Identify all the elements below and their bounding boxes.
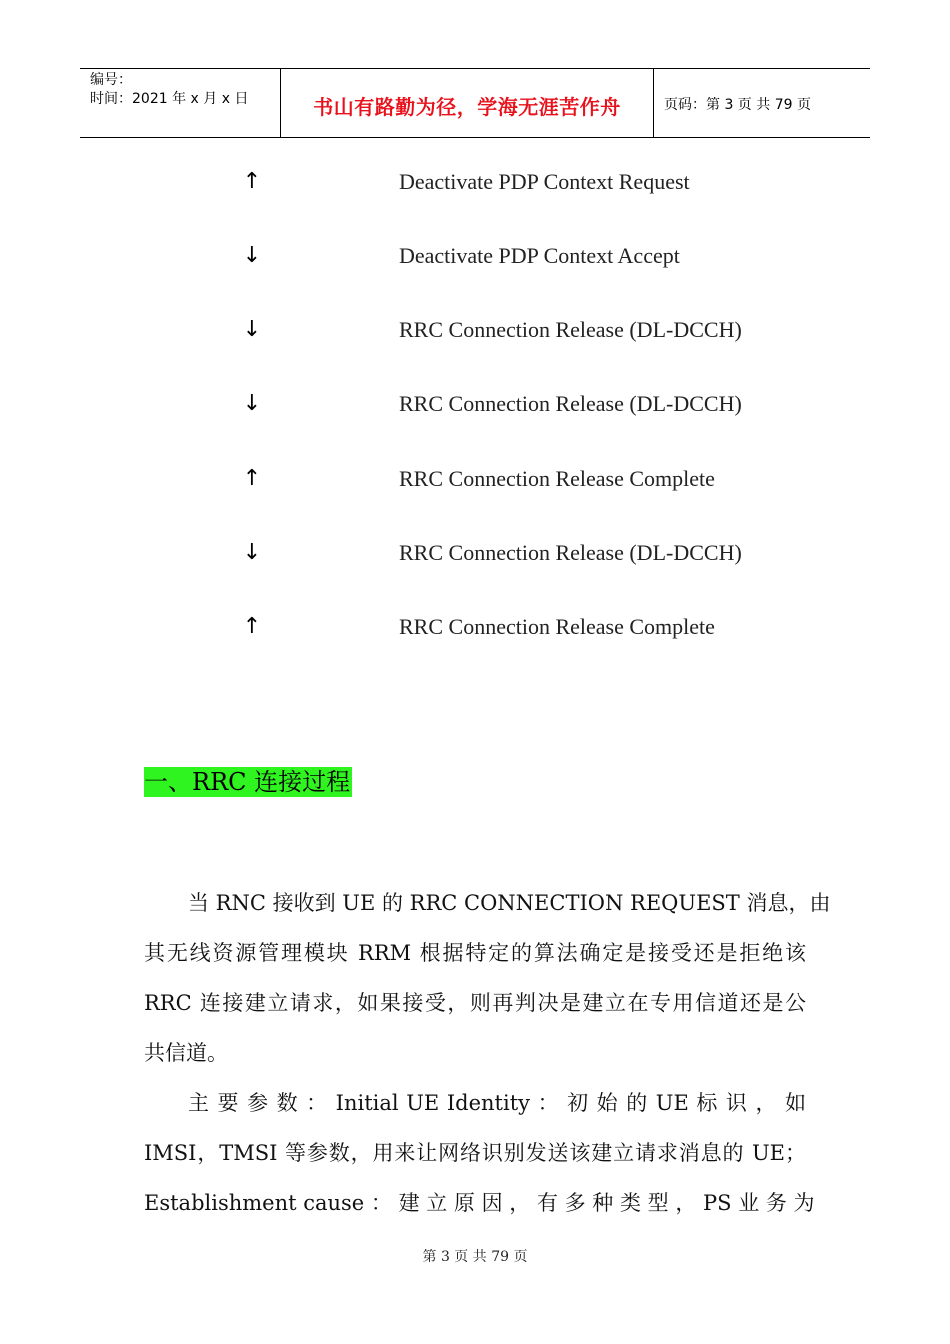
flow-row — [0, 310, 950, 350]
paragraph-line: 当 RNC 接收到 UE 的 RRC CONNECTION REQUEST 消息，由 — [188, 891, 831, 915]
flow-message: RRC Connection Release Complete — [399, 466, 715, 491]
down-arrow-icon: ↓ — [242, 243, 262, 268]
down-arrow-icon: ↓ — [242, 317, 262, 342]
paragraph-line: 其无线资源管理模块 RRM 根据特定的算法确定是接受还是拒绝该 — [144, 941, 806, 965]
down-arrow-icon: ↓ — [242, 540, 262, 565]
paragraph-line: Establishment cause ： 建 立 原 因 ， 有 多 种 类 型 ， PS 业 务 为 — [144, 1191, 815, 1215]
flow-row — [0, 162, 950, 202]
flow-row — [0, 236, 950, 276]
body-paragraph-2 — [144, 1078, 815, 1228]
up-arrow-icon: ↑ — [242, 466, 262, 491]
flow-message: RRC Connection Release (DL-DCCH) — [399, 317, 742, 342]
flow-row — [0, 384, 950, 424]
header-page-info: 页码：第 3 页 共 79 页 — [664, 97, 811, 113]
flow-message: RRC Connection Release (DL-DCCH) — [399, 391, 742, 416]
paragraph-line: 共信道。 — [144, 1041, 228, 1065]
flow-row — [0, 533, 950, 573]
header-meta-cell — [80, 69, 281, 137]
up-arrow-icon: ↑ — [242, 169, 262, 194]
header-motto-cell — [281, 69, 654, 137]
header-motto: 书山有路勤为径，学海无涯苦作舟 — [313, 95, 621, 119]
flow-row — [0, 459, 950, 499]
flow-message: RRC Connection Release Complete — [399, 614, 715, 639]
paragraph-line: IMSI，TMSI 等参数，用来让网络识别发送该建立请求消息的 UE； — [144, 1141, 806, 1165]
document-date-label: 时间：2021 年 x 月 x 日 — [90, 91, 249, 107]
header-page-cell — [654, 69, 870, 137]
page-footer: 第 3 页 共 79 页 — [422, 1249, 528, 1265]
body-paragraph-1 — [144, 878, 831, 1078]
section-heading: 一、RRC 连接过程 — [144, 768, 351, 796]
up-arrow-icon: ↑ — [242, 614, 262, 639]
document-number-label: 编号： — [90, 72, 132, 88]
document-header — [80, 68, 870, 138]
flow-message: Deactivate PDP Context Request — [399, 169, 690, 194]
paragraph-line: 主 要 参 数 ： Initial UE Identity ： 初 始 的 UE 标 识 ， 如 — [188, 1091, 806, 1115]
flow-message: RRC Connection Release (DL-DCCH) — [399, 540, 742, 565]
down-arrow-icon: ↓ — [242, 391, 262, 416]
flow-row — [0, 607, 950, 647]
flow-message: Deactivate PDP Context Accept — [399, 243, 680, 268]
paragraph-line: RRC 连接建立请求，如果接受，则再判决是建立在专用信道还是公 — [144, 991, 806, 1015]
